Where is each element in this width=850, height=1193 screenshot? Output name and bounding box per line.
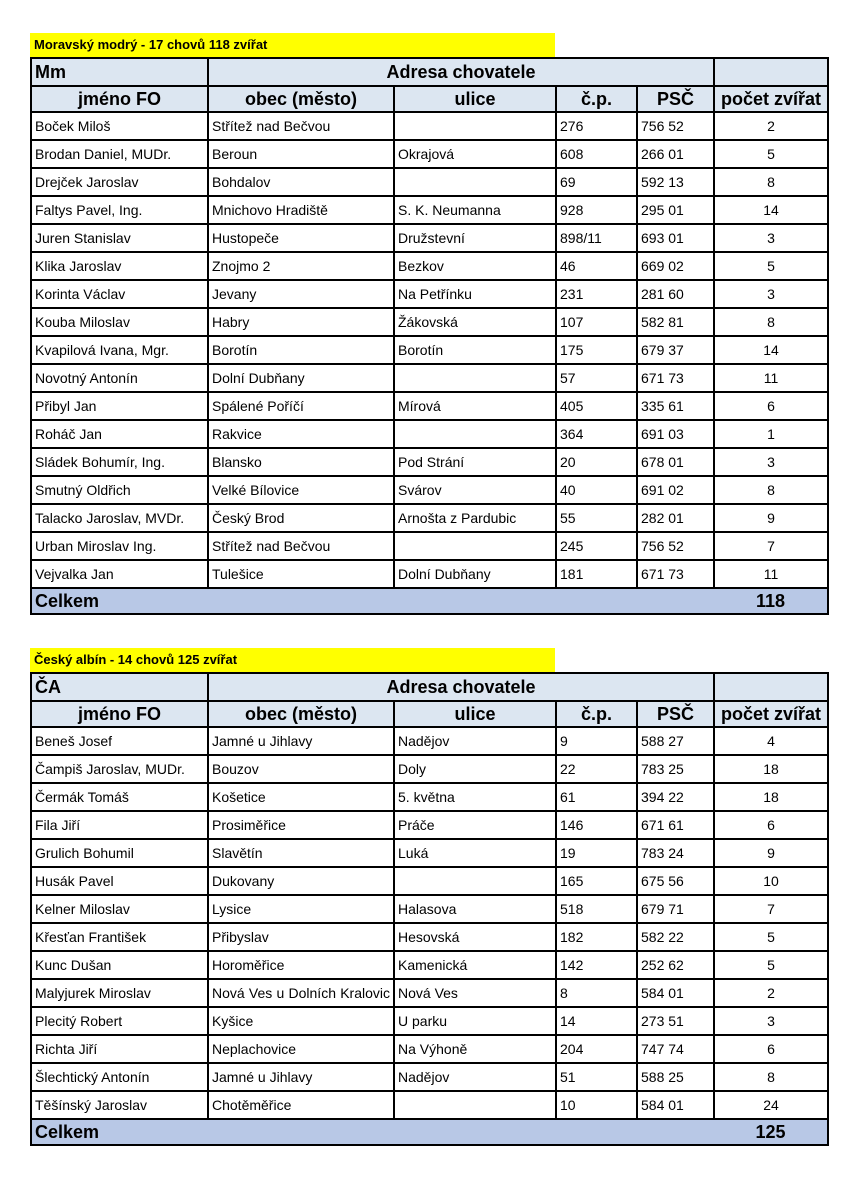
cell-postal-code: 582 81 <box>637 308 714 336</box>
table-row <box>31 783 828 811</box>
cell-name: Šlechtický Antonín <box>31 1063 208 1091</box>
cell-street: Kamenická <box>394 951 556 979</box>
cell-name: Kouba Miloslav <box>31 308 208 336</box>
cell-house-number: 898/11 <box>556 224 637 252</box>
breeders-table <box>30 57 829 615</box>
section-cesky-albin <box>30 648 829 1146</box>
cell-postal-code: 582 22 <box>637 923 714 951</box>
cell-house-number: 182 <box>556 923 637 951</box>
cell-animal-count: 3 <box>714 448 828 476</box>
cell-name: Richta Jiří <box>31 1035 208 1063</box>
cell-name: Boček Miloš <box>31 112 208 140</box>
cell-postal-code: 335 61 <box>637 392 714 420</box>
cell-name: Drejček Jaroslav <box>31 168 208 196</box>
cell-city: Střítež nad Bečvou <box>208 112 394 140</box>
cell-street <box>394 532 556 560</box>
table-row <box>31 867 828 895</box>
column-header-street: ulice <box>394 701 556 727</box>
section-banner: Český albín - 14 chovů 125 zvířat <box>30 648 555 672</box>
cell-animal-count: 3 <box>714 1007 828 1035</box>
cell-name: Fila Jiří <box>31 811 208 839</box>
table-row <box>31 1091 828 1119</box>
cell-name: Vejvalka Jan <box>31 560 208 588</box>
table-row <box>31 979 828 1007</box>
cell-street: S. K. Neumanna <box>394 196 556 224</box>
cell-name: Přibyl Jan <box>31 392 208 420</box>
cell-name: Brodan Daniel, MUDr. <box>31 140 208 168</box>
total-value: 125 <box>714 1119 828 1145</box>
cell-street: Družstevní <box>394 224 556 252</box>
cell-name: Malyjurek Miroslav <box>31 979 208 1007</box>
total-label: Celkem <box>31 588 714 614</box>
cell-city: Český Brod <box>208 504 394 532</box>
table-row <box>31 1063 828 1091</box>
cell-house-number: 165 <box>556 867 637 895</box>
cell-house-number: 22 <box>556 755 637 783</box>
table-row <box>31 811 828 839</box>
cell-city: Jevany <box>208 280 394 308</box>
table-row <box>31 336 828 364</box>
cell-name: Těšínský Jaroslav <box>31 1091 208 1119</box>
cell-animal-count: 7 <box>714 532 828 560</box>
cell-animal-count: 10 <box>714 867 828 895</box>
table-row <box>31 112 828 140</box>
table-column-header-row <box>31 701 828 727</box>
column-header-animal-count: počet zvířat <box>714 86 828 112</box>
cell-animal-count: 24 <box>714 1091 828 1119</box>
cell-street <box>394 168 556 196</box>
cell-house-number: 40 <box>556 476 637 504</box>
cell-animal-count: 6 <box>714 811 828 839</box>
table-row <box>31 755 828 783</box>
cell-animal-count: 6 <box>714 1035 828 1063</box>
cell-animal-count: 8 <box>714 308 828 336</box>
cell-city: Neplachovice <box>208 1035 394 1063</box>
cell-animal-count: 9 <box>714 504 828 532</box>
table-row <box>31 839 828 867</box>
cell-street <box>394 364 556 392</box>
cell-city: Přibyslav <box>208 923 394 951</box>
cell-animal-count: 5 <box>714 951 828 979</box>
table-row <box>31 420 828 448</box>
cell-house-number: 204 <box>556 1035 637 1063</box>
table-total-row <box>31 588 828 614</box>
table-row <box>31 168 828 196</box>
cell-city: Nová Ves u Dolních Kralovic <box>208 979 394 1007</box>
column-header-city: obec (město) <box>208 86 394 112</box>
table-row <box>31 560 828 588</box>
cell-house-number: 276 <box>556 112 637 140</box>
cell-animal-count: 8 <box>714 1063 828 1091</box>
cell-name: Juren Stanislav <box>31 224 208 252</box>
cell-name: Roháč Jan <box>31 420 208 448</box>
cell-street: Bezkov <box>394 252 556 280</box>
cell-animal-count: 14 <box>714 336 828 364</box>
table-row <box>31 951 828 979</box>
cell-postal-code: 756 52 <box>637 532 714 560</box>
cell-city: Jamné u Jihlavy <box>208 1063 394 1091</box>
table-row <box>31 1007 828 1035</box>
cell-animal-count: 2 <box>714 979 828 1007</box>
cell-animal-count: 3 <box>714 280 828 308</box>
cell-city: Horoměřice <box>208 951 394 979</box>
table-row <box>31 308 828 336</box>
cell-postal-code: 588 25 <box>637 1063 714 1091</box>
column-header-house-number: č.p. <box>556 701 637 727</box>
cell-house-number: 46 <box>556 252 637 280</box>
cell-house-number: 14 <box>556 1007 637 1035</box>
cell-postal-code: 584 01 <box>637 979 714 1007</box>
cell-street: Luká <box>394 839 556 867</box>
cell-city: Dukovany <box>208 867 394 895</box>
cell-postal-code: 295 01 <box>637 196 714 224</box>
cell-house-number: 20 <box>556 448 637 476</box>
column-header-city: obec (město) <box>208 701 394 727</box>
cell-street: Arnošta z Pardubic <box>394 504 556 532</box>
cell-house-number: 142 <box>556 951 637 979</box>
breeders-table <box>30 672 829 1146</box>
cell-postal-code: 675 56 <box>637 867 714 895</box>
section-moravsky-modry <box>30 33 829 615</box>
cell-city: Bouzov <box>208 755 394 783</box>
cell-house-number: 518 <box>556 895 637 923</box>
cell-house-number: 69 <box>556 168 637 196</box>
cell-street: Na Výhoně <box>394 1035 556 1063</box>
total-label: Celkem <box>31 1119 714 1145</box>
cell-animal-count: 11 <box>714 560 828 588</box>
cell-animal-count: 5 <box>714 923 828 951</box>
cell-city: Slavětín <box>208 839 394 867</box>
cell-house-number: 245 <box>556 532 637 560</box>
cell-name: Smutný Oldřich <box>31 476 208 504</box>
cell-street <box>394 112 556 140</box>
cell-name: Čampiš Jaroslav, MUDr. <box>31 755 208 783</box>
cell-city: Dolní Dubňany <box>208 364 394 392</box>
cell-house-number: 61 <box>556 783 637 811</box>
cell-animal-count: 8 <box>714 476 828 504</box>
table-column-header-row <box>31 86 828 112</box>
cell-animal-count: 8 <box>714 168 828 196</box>
cell-name: Sládek Bohumír, Ing. <box>31 448 208 476</box>
cell-postal-code: 281 60 <box>637 280 714 308</box>
column-header-animal-count: počet zvířat <box>714 701 828 727</box>
cell-street <box>394 1091 556 1119</box>
cell-postal-code: 282 01 <box>637 504 714 532</box>
cell-name: Křesťan František <box>31 923 208 951</box>
cell-postal-code: 394 22 <box>637 783 714 811</box>
cell-name: Kunc Dušan <box>31 951 208 979</box>
cell-house-number: 146 <box>556 811 637 839</box>
cell-city: Rakvice <box>208 420 394 448</box>
table-row <box>31 140 828 168</box>
cell-name: Čermák Tomáš <box>31 783 208 811</box>
cell-house-number: 175 <box>556 336 637 364</box>
column-header-street: ulice <box>394 86 556 112</box>
cell-house-number: 181 <box>556 560 637 588</box>
column-header-name: jméno FO <box>31 701 208 727</box>
cell-postal-code: 588 27 <box>637 727 714 755</box>
table-group-header-row <box>31 58 828 86</box>
cell-house-number: 55 <box>556 504 637 532</box>
cell-city: Kyšice <box>208 1007 394 1035</box>
cell-animal-count: 9 <box>714 839 828 867</box>
cell-house-number: 51 <box>556 1063 637 1091</box>
cell-city: Bohdalov <box>208 168 394 196</box>
cell-name: Urban Miroslav Ing. <box>31 532 208 560</box>
cell-city: Hustopeče <box>208 224 394 252</box>
column-header-house-number: č.p. <box>556 86 637 112</box>
cell-city: Mnichovo Hradiště <box>208 196 394 224</box>
cell-postal-code: 783 24 <box>637 839 714 867</box>
cell-city: Košetice <box>208 783 394 811</box>
cell-house-number: 107 <box>556 308 637 336</box>
cell-postal-code: 671 73 <box>637 364 714 392</box>
cell-street: Svárov <box>394 476 556 504</box>
cell-city: Jamné u Jihlavy <box>208 727 394 755</box>
cell-street: Nadějov <box>394 1063 556 1091</box>
cell-name: Korinta Václav <box>31 280 208 308</box>
cell-house-number: 10 <box>556 1091 637 1119</box>
cell-animal-count: 14 <box>714 196 828 224</box>
table-row <box>31 364 828 392</box>
table-row <box>31 532 828 560</box>
cell-postal-code: 783 25 <box>637 755 714 783</box>
cell-street: Okrajová <box>394 140 556 168</box>
cell-street: 5. května <box>394 783 556 811</box>
cell-postal-code: 584 01 <box>637 1091 714 1119</box>
cell-postal-code: 693 01 <box>637 224 714 252</box>
cell-city: Beroun <box>208 140 394 168</box>
cell-postal-code: 756 52 <box>637 112 714 140</box>
table-row <box>31 196 828 224</box>
cell-name: Plecitý Robert <box>31 1007 208 1035</box>
table-group-header-row <box>31 673 828 701</box>
cell-city: Borotín <box>208 336 394 364</box>
total-value: 118 <box>714 588 828 614</box>
column-header-name: jméno FO <box>31 86 208 112</box>
empty-header-cell <box>714 673 828 701</box>
cell-postal-code: 678 01 <box>637 448 714 476</box>
cell-city: Tulešice <box>208 560 394 588</box>
cell-name: Husák Pavel <box>31 867 208 895</box>
cell-street: Borotín <box>394 336 556 364</box>
cell-street: Pod Strání <box>394 448 556 476</box>
cell-street: Nadějov <box>394 727 556 755</box>
cell-postal-code: 691 02 <box>637 476 714 504</box>
cell-name: Beneš Josef <box>31 727 208 755</box>
cell-postal-code: 266 01 <box>637 140 714 168</box>
cell-animal-count: 18 <box>714 783 828 811</box>
cell-city: Blansko <box>208 448 394 476</box>
table-row <box>31 448 828 476</box>
cell-street: Práče <box>394 811 556 839</box>
column-header-postal-code: PSČ <box>637 701 714 727</box>
address-group-header: Adresa chovatele <box>208 673 714 701</box>
cell-name: Novotný Antonín <box>31 364 208 392</box>
cell-street: Žákovská <box>394 308 556 336</box>
cell-animal-count: 4 <box>714 727 828 755</box>
cell-animal-count: 18 <box>714 755 828 783</box>
table-row <box>31 392 828 420</box>
cell-animal-count: 1 <box>714 420 828 448</box>
cell-postal-code: 679 71 <box>637 895 714 923</box>
cell-name: Talacko Jaroslav, MVDr. <box>31 504 208 532</box>
cell-house-number: 19 <box>556 839 637 867</box>
cell-street: Na Petřínku <box>394 280 556 308</box>
column-header-postal-code: PSČ <box>637 86 714 112</box>
cell-postal-code: 252 62 <box>637 951 714 979</box>
cell-postal-code: 747 74 <box>637 1035 714 1063</box>
cell-street: Dolní Dubňany <box>394 560 556 588</box>
cell-city: Znojmo 2 <box>208 252 394 280</box>
cell-house-number: 608 <box>556 140 637 168</box>
cell-postal-code: 273 51 <box>637 1007 714 1035</box>
cell-name: Faltys Pavel, Ing. <box>31 196 208 224</box>
cell-animal-count: 11 <box>714 364 828 392</box>
table-row <box>31 280 828 308</box>
table-row <box>31 895 828 923</box>
cell-street: Mírová <box>394 392 556 420</box>
cell-house-number: 57 <box>556 364 637 392</box>
cell-postal-code: 691 03 <box>637 420 714 448</box>
cell-postal-code: 671 61 <box>637 811 714 839</box>
cell-city: Spálené Poříčí <box>208 392 394 420</box>
address-group-header: Adresa chovatele <box>208 58 714 86</box>
breed-code: ČA <box>31 673 208 701</box>
empty-header-cell <box>714 58 828 86</box>
cell-street: Doly <box>394 755 556 783</box>
cell-house-number: 8 <box>556 979 637 1007</box>
cell-city: Střítež nad Bečvou <box>208 532 394 560</box>
table-row <box>31 252 828 280</box>
cell-animal-count: 3 <box>714 224 828 252</box>
cell-animal-count: 5 <box>714 252 828 280</box>
cell-city: Velké Bílovice <box>208 476 394 504</box>
cell-street: Hesovská <box>394 923 556 951</box>
cell-street: Halasova <box>394 895 556 923</box>
cell-name: Klika Jaroslav <box>31 252 208 280</box>
cell-animal-count: 6 <box>714 392 828 420</box>
cell-animal-count: 5 <box>714 140 828 168</box>
table-row <box>31 504 828 532</box>
cell-house-number: 928 <box>556 196 637 224</box>
table-row <box>31 1035 828 1063</box>
cell-house-number: 231 <box>556 280 637 308</box>
breed-code: Mm <box>31 58 208 86</box>
table-row <box>31 224 828 252</box>
cell-name: Kelner Miloslav <box>31 895 208 923</box>
table-row <box>31 476 828 504</box>
table-total-row <box>31 1119 828 1145</box>
table-row <box>31 727 828 755</box>
cell-house-number: 405 <box>556 392 637 420</box>
cell-city: Lysice <box>208 895 394 923</box>
cell-street <box>394 867 556 895</box>
cell-city: Habry <box>208 308 394 336</box>
cell-house-number: 9 <box>556 727 637 755</box>
cell-postal-code: 669 02 <box>637 252 714 280</box>
cell-city: Chotěměřice <box>208 1091 394 1119</box>
section-banner: Moravský modrý - 17 chovů 118 zvířat <box>30 33 555 57</box>
table-row <box>31 923 828 951</box>
cell-postal-code: 679 37 <box>637 336 714 364</box>
cell-animal-count: 7 <box>714 895 828 923</box>
cell-name: Kvapilová Ivana, Mgr. <box>31 336 208 364</box>
cell-street <box>394 420 556 448</box>
cell-house-number: 364 <box>556 420 637 448</box>
cell-postal-code: 592 13 <box>637 168 714 196</box>
cell-street: U parku <box>394 1007 556 1035</box>
cell-city: Prosiměřice <box>208 811 394 839</box>
cell-street: Nová Ves <box>394 979 556 1007</box>
cell-name: Grulich Bohumil <box>31 839 208 867</box>
cell-postal-code: 671 73 <box>637 560 714 588</box>
cell-animal-count: 2 <box>714 112 828 140</box>
